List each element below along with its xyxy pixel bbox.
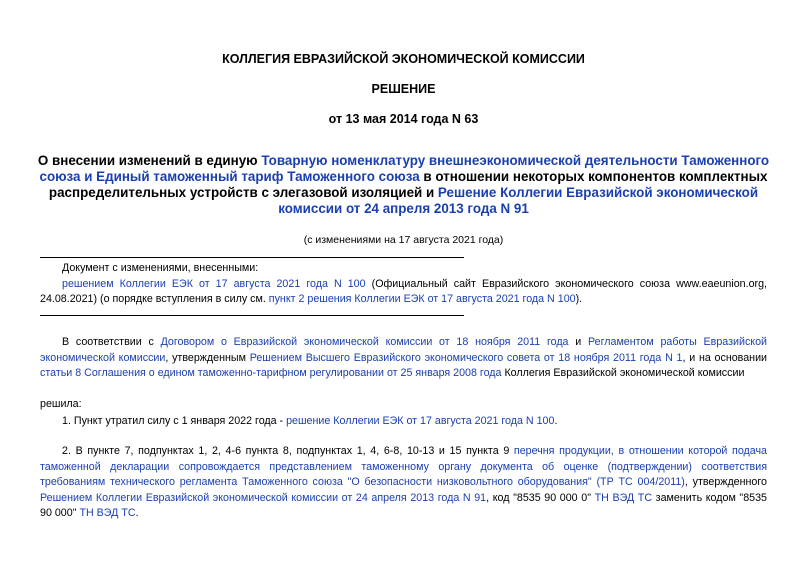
- amendment-note: (с изменениями на 17 августа 2021 года): [303, 234, 504, 246]
- org-heading: КОЛЛЕГИЯ ЕВРАЗИЙСКОЙ ЭКОНОМИЧЕСКОЙ КОМИССИИ: [222, 52, 585, 66]
- link-tnved-ts-1[interactable]: ТН ВЭД ТС: [594, 491, 653, 504]
- link-treaty-eec[interactable]: Договором о Евразийской экономической комиссии от 18 ноября 2011 года: [160, 336, 569, 348]
- link-decision-91-approved[interactable]: Решением Коллегии Евразийской экономической комиссии от 24 апреля 2013 года N 91: [40, 491, 487, 504]
- divider-top: [40, 257, 464, 258]
- link-tnved-ett[interactable]: Товарную номенклатуру внешнеэкономической деятельности Таможенного союза и Единый таможенный тариф Таможенного союза: [39, 153, 770, 184]
- preamble-paragraph: В соответствии с Договором о Евразийской экономической комиссии от 18 ноября 2011 года и Регламентом работы Евразийской экономической комиссии, утвержденным Решением Высшего Евразийского экономического совета от 18 ноября 2011 года N 1, и на основании статьи 8 Соглашения о едином таможенно-тарифном регулировании от 25 января 2008 года Коллегия Евразийской экономической комиссии: [40, 336, 768, 379]
- link-eec-regulations[interactable]: Регламентом работы Евразийской экономической комиссии: [40, 336, 767, 364]
- paragraph-1: 1. Пункт утратил силу с 1 января 2022 года - решение Коллегии ЕЭК от 17 августа 2021 года N 100.: [62, 415, 558, 427]
- changes-block: [40, 261, 767, 308]
- link-article-8-agreement[interactable]: статьи 8 Соглашения о едином таможенно-тарифном регулировании от 25 января 2008 года: [40, 367, 502, 379]
- link-decision-100-repeal[interactable]: решение Коллегии ЕЭК от 17 августа 2021 года N 100: [286, 415, 555, 427]
- doc-type-heading: РЕШЕНИЕ: [371, 82, 436, 96]
- link-supreme-council-decision[interactable]: Решением Высшего Евразийского экономического совета от 18 ноября 2011 года N 1: [249, 351, 683, 364]
- changes-text: решением Коллегии ЕЭК от 17 августа 2021 года N 100 (Официальный сайт Евразийского экономического союза www.eaeunion.org, 24.08.2021) (о порядке вступления в силу см. пункт 2 решения Коллегии ЕЭК от 17 августа 2021 года N 100).: [40, 277, 767, 305]
- divider-bottom: [40, 315, 464, 316]
- link-decision-100-item2[interactable]: пункт 2 решения Коллегии ЕЭК от 17 августа 2021 года N 100: [268, 293, 576, 305]
- link-decision-91[interactable]: Решение Коллегии Евразийской экономической комиссии от 24 апреля 2013 года N 91: [278, 185, 759, 216]
- changes-intro: Документ с изменениями, внесенными:: [62, 262, 259, 274]
- link-tnved-ts-2[interactable]: ТН ВЭД ТС: [79, 507, 136, 519]
- link-product-list[interactable]: перечня продукции, в отношении которой подача таможенной декларации сопровождается представлением таможенному органу документа об оценке (подтверждении) соответствия требованиям технического регламента Таможенного союза "О безопасности низковольтного оборудования" (ТР ТС 004/2011): [40, 445, 767, 488]
- decided-label: решила:: [40, 398, 82, 410]
- document-title: О внесении изменений в единую Товарную номенклатуру внешнеэкономической деятельности Таможенного союза и Единый таможенный тариф Таможенного союза в отношении некоторых компонентов комплектных распределительных устройств с элегазовой изоляцией и Решение Коллегии Евразийской экономической комиссии от 24 апреля 2013 года N 91: [37, 153, 770, 216]
- doc-date: от 13 мая 2014 года N 63: [328, 112, 479, 126]
- link-decision-100[interactable]: решением Коллегии ЕЭК от 17 августа 2021 года N 100: [62, 277, 366, 290]
- paragraph-2: 2. В пункте 7, подпунктах 1, 2, 4-6 пункта 8, подпунктах 1, 4, 6-8, 10-13 и 15 пункта 9 перечня продукции, в отношении которой подача таможенной декларации сопровождается представлением таможенному органу документа об оценке (подтверждении) соответствия требованиям технического регламента Таможенного союза "О безопасности низковольтного оборудования" (ТР ТС 004/2011), утвержденного Решением Коллегии Евразийской экономической комиссии от 24 апреля 2013 года N 91, код "8535 90 000 0" ТН ВЭД ТС заменить кодом "8535 90 000" ТН ВЭД ТС.: [40, 445, 767, 519]
